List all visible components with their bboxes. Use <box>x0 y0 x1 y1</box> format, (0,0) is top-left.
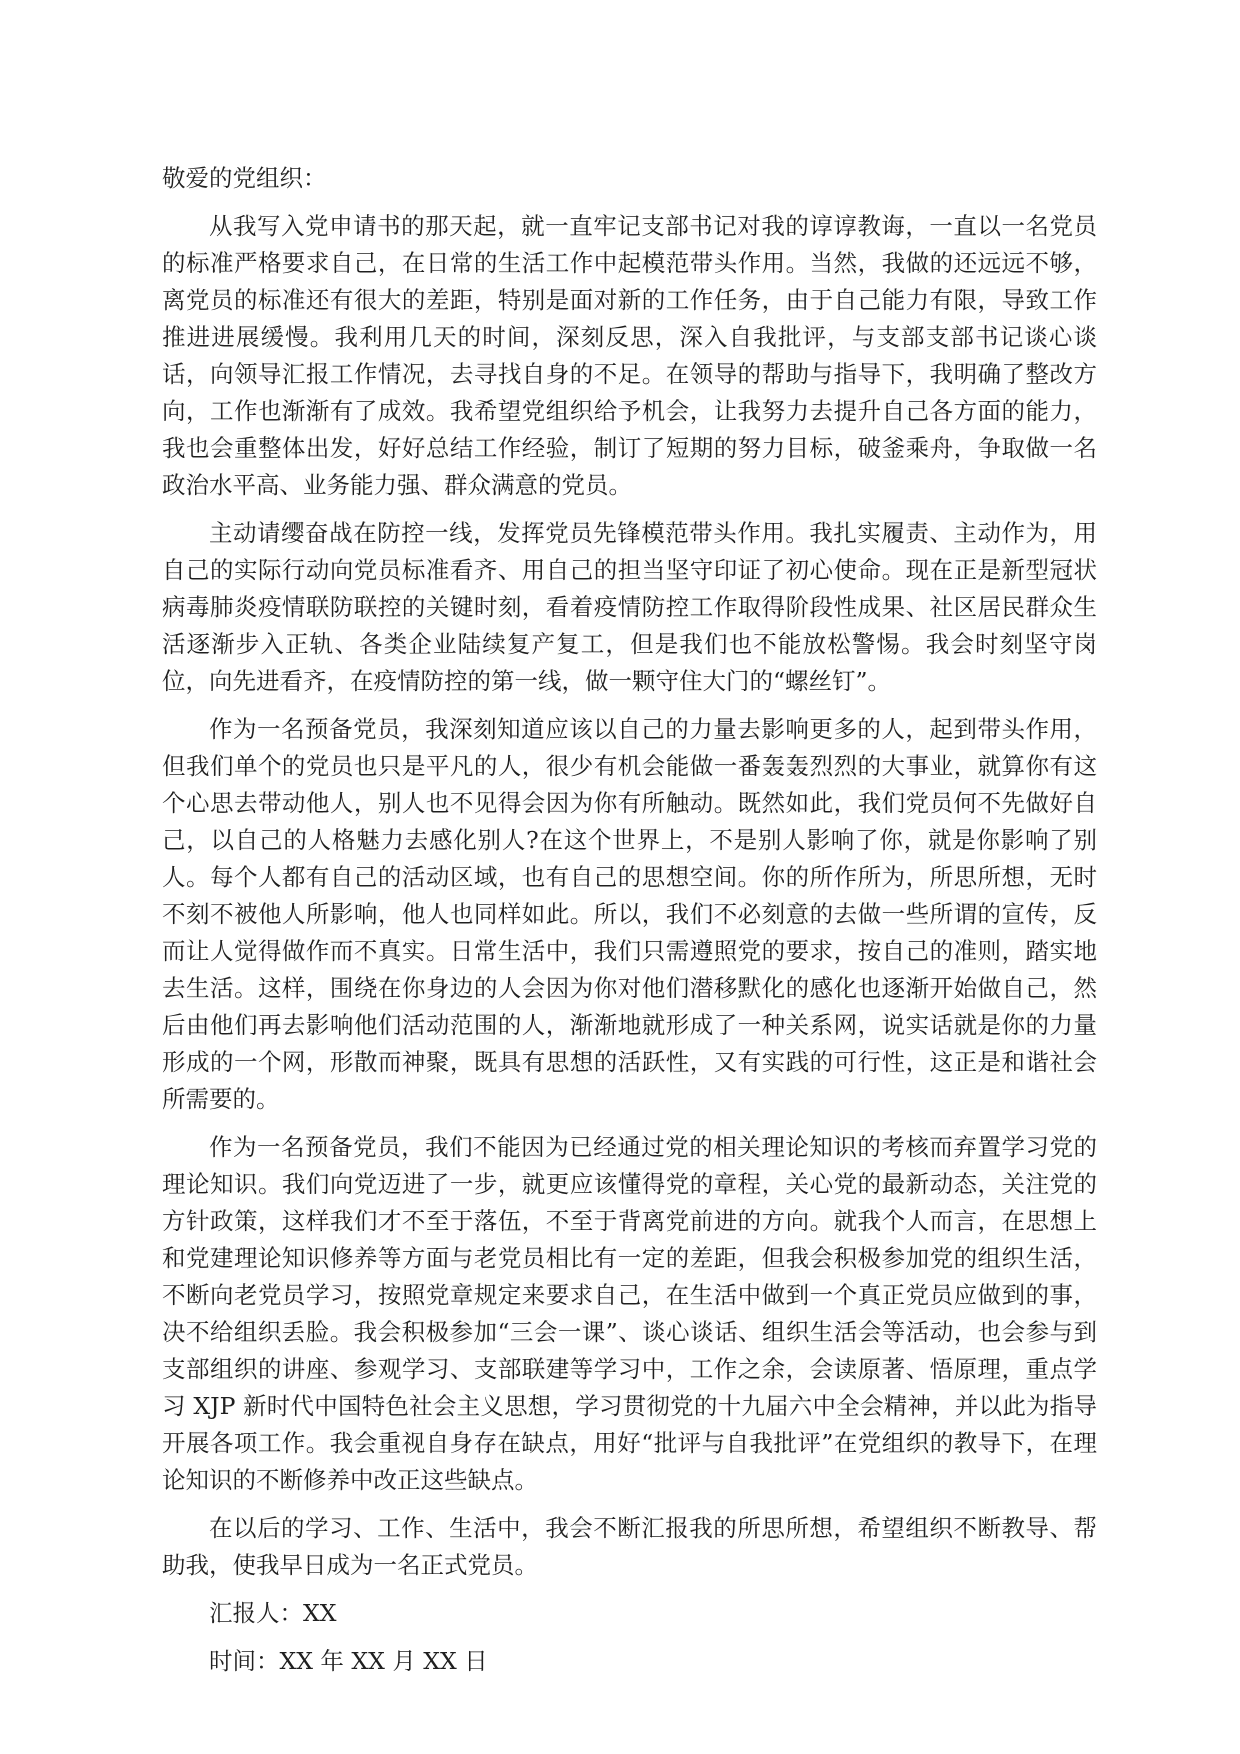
paragraph-5: 在以后的学习、工作、生活中，我会不断汇报我的所思所想，希望组织不断教导、帮助我，使我早日成为一名正式党员。 <box>162 1514 1097 1579</box>
report-date: 时间：XX 年 XX 月 XX 日 <box>209 1647 488 1675</box>
paragraph-2: 主动请缨奋战在防控一线，发挥党员先锋模范带头作用。我扎实履责、主动作为，用自己的实际行动向党员标准看齐、用自己的担当坚守印证了初心使命。现在正是新型冠状病毒肺炎疫情联防联控的关键时刻，看着疫情防控工作取得阶段性成果、社区居民群众生活逐渐步入正轨、各类企业陆续复产复工，但是我们也不能放松警惕。我会时刻坚守岗位，向先进看齐，在疫情防控的第一线，做一颗守住大门的“螺丝钉”。 <box>162 519 1097 695</box>
reporter-signature: 汇报人：XX <box>209 1599 337 1627</box>
paragraph-3: 作为一名预备党员，我深刻知道应该以自己的力量去影响更多的人，起到带头作用，但我们单个的党员也只是平凡的人，很少有机会能做一番轰轰烈烈的大事业，就算你有这个心思去带动他人，别人也不见得会因为你有所触动。既然如此，我们党员何不先做好自己，以自己的人格魅力去感化别人?在这个世界上，不是别人影响了你，就是你影响了别人。每个人都有自己的活动区域，也有自己的思想空间。你的所作所为，所思所想，无时不刻不被他人所影响，他人也同样如此。所以，我们不必刻意的去做一些所谓的宣传，反而让人觉得做作而不真实。日常生活中，我们只需遵照党的要求，按自己的准则，踏实地去生活。这样，围绕在你身边的人会因为你对他们潜移默化的感化也逐渐开始做自己，然后由他们再去影响他们活动范围的人，渐渐地就形成了一种关系网，说实话就是你的力量形成的一个网，形散而神聚，既具有思想的活跃性，又有实践的可行性，这正是和谐社会所需要的。 <box>162 715 1097 1113</box>
paragraph-1: 从我写入党申请书的那天起，就一直牢记支部书记对我的谆谆教诲，一直以一名党员的标准严格要求自己，在日常的生活工作中起模范带头作用。当然，我做的还远远不够，离党员的标准还有很大的差距，特别是面对新的工作任务，由于自己能力有限，导致工作推进进展缓慢。我利用几天的时间，深刻反思，深入自我批评，与支部支部书记谈心谈话，向领导汇报工作情况，去寻找自身的不足。在领导的帮助与指导下，我明确了整改方向，工作也渐渐有了成效。我希望党组织给予机会，让我努力去提升自己各方面的能力，我也会重整体出发，好好总结工作经验，制订了短期的努力目标，破釜乘舟，争取做一名政治水平高、业务能力强、群众满意的党员。 <box>162 212 1097 499</box>
paragraph-4: 作为一名预备党员，我们不能因为已经通过党的相关理论知识的考核而弃置学习党的理论知识。我们向党迈进了一步，就更应该懂得党的章程，关心党的最新动态，关注党的方针政策，这样我们才不至于落伍，不至于背离党前进的方向。就我个人而言，在思想上和党建理论知识修养等方面与老党员相比有一定的差距，但我会积极参加党的组织生活，不断向老党员学习，按照党章规定来要求自己，在生活中做到一个真正党员应做到的事，决不给组织丢脸。我会积极参加“三会一课”、谈心谈话、组织生活会等活动，也会参与到支部组织的讲座、参观学习、支部联建等学习中，工作之余，会读原著、悟原理，重点学习 XJP 新时代中国特色社会主义思想，学习贯彻党的十九届六中全会精神，并以此为指导开展各项工作。我会重视自身存在缺点，用好“批评与自我批评”在党组织的教导下，在理论知识的不断修养中改正这些缺点。 <box>162 1133 1097 1494</box>
salutation: 敬爱的党组织： <box>162 164 327 192</box>
document-body <box>162 160 1097 1691</box>
